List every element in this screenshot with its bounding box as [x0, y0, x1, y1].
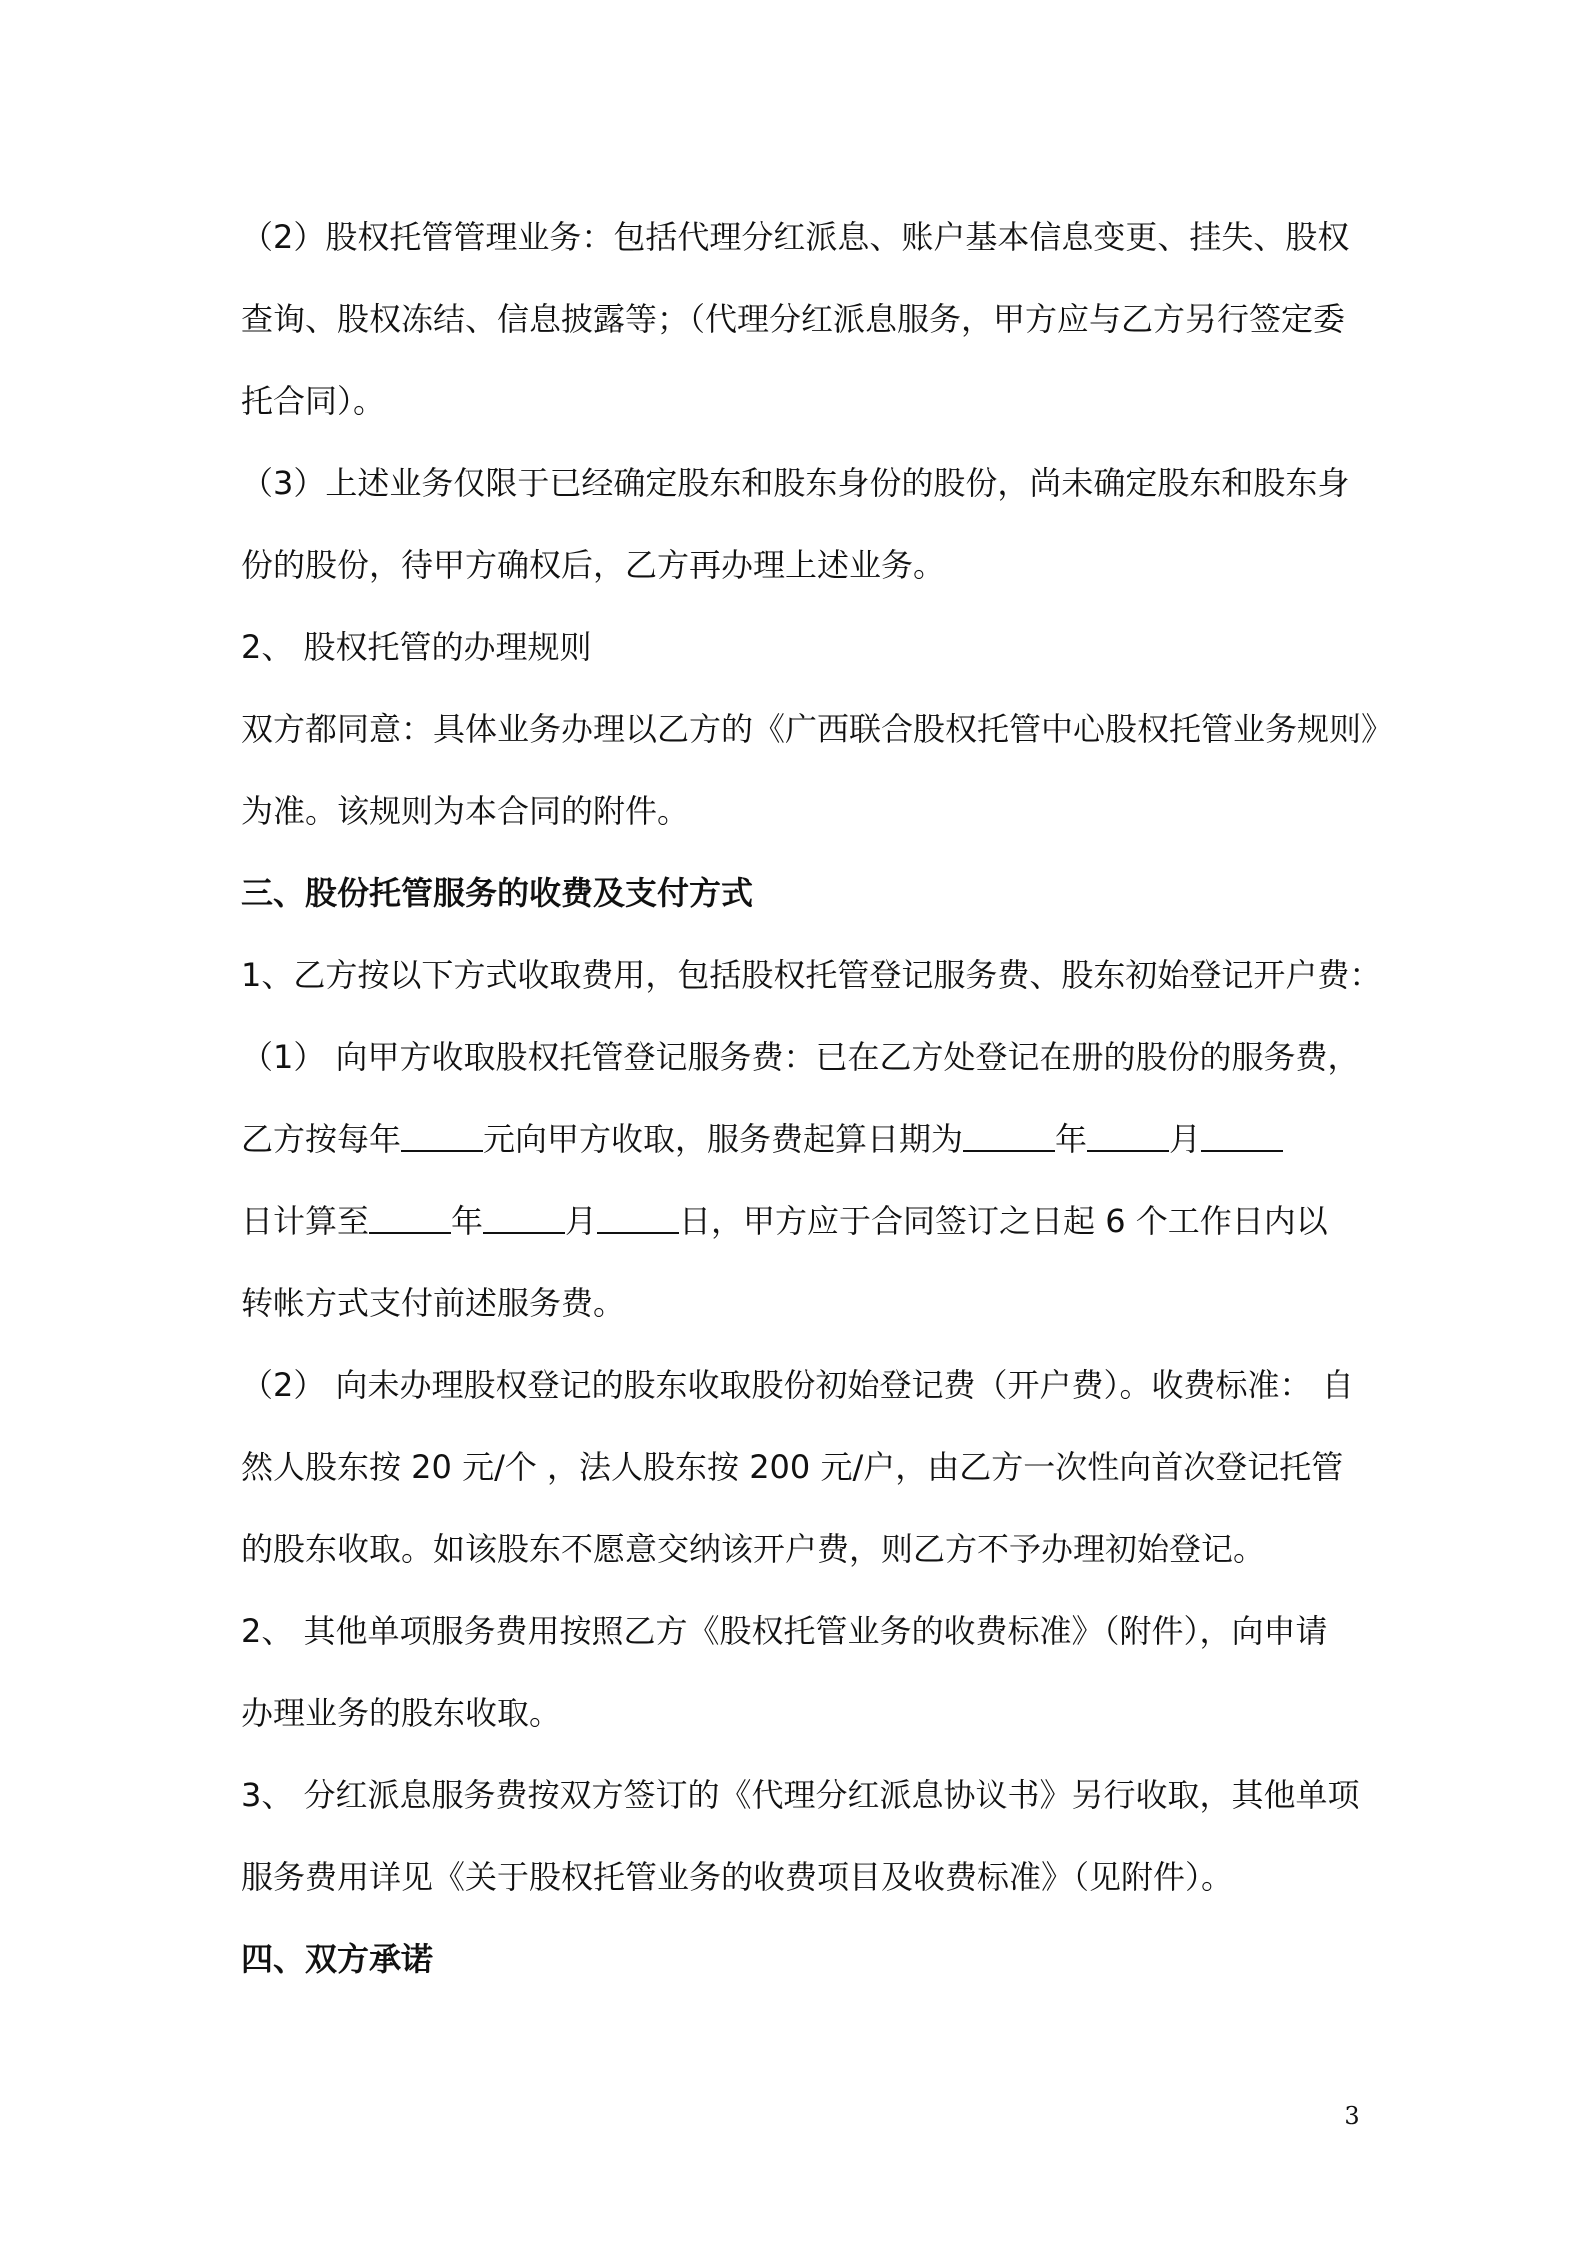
paragraph-line: 查询、股权冻结、信息披露等；（代理分红派息服务，甲方应与乙方另行签定委: [241, 300, 1346, 338]
blank-field: [963, 1116, 1055, 1152]
fee-line-with-blanks: [241, 1098, 1361, 1180]
section-heading: 三、股份托管服务的收费及支付方式: [241, 874, 754, 912]
paragraph-line: 3、 分红派息服务费按双方签订的《代理分红派息协议书》另行收取，其他单项: [241, 1776, 1360, 1814]
paragraph-line: 1、乙方按以下方式收取费用，包括股权托管登记服务费、股东初始登记开户费：: [241, 956, 1382, 994]
page-number: 3: [1344, 2102, 1360, 2130]
paragraph-line: 的股东收取。如该股东不愿意交纳该开户费，则乙方不予办理初始登记。: [241, 1530, 1266, 1568]
clause-heading: 2、 股权托管的办理规则: [241, 628, 592, 666]
paragraph-line: 转帐方式支付前述服务费。: [241, 1284, 626, 1322]
blank-field: [597, 1198, 679, 1234]
text-segment: 月: [565, 1202, 598, 1240]
paragraph-line: 双方都同意：具体业务办理以乙方的《广西联合股权托管中心股权托管业务规则》: [241, 710, 1394, 748]
text-segment: 元向甲方收取，服务费起算日期为: [483, 1120, 964, 1158]
paragraph-line: （1） 向甲方收取股权托管登记服务费：已在乙方处登记在册的股份的服务费，: [241, 1038, 1360, 1076]
text-segment: 日计算至: [241, 1202, 370, 1240]
paragraph-line: （3）上述业务仅限于已经确定股东和股东身份的股份，尚未确定股东和股东身: [241, 464, 1350, 502]
paragraph-line: 托合同）。: [241, 382, 386, 420]
paragraph-line: 办理业务的股东收取。: [241, 1694, 562, 1732]
paragraph-line: 然人股东按 20 元/个 ，法人股东按 200 元/户，由乙方一次性向首次登记托管: [241, 1448, 1344, 1486]
paragraph-line: 份的股份，待甲方确权后，乙方再办理上述业务。: [241, 546, 946, 584]
text-segment: 乙方按每年: [241, 1120, 402, 1158]
paragraph-line: 2、 其他单项服务费用按照乙方《股权托管业务的收费标准》（附件），向申请: [241, 1612, 1328, 1650]
text-segment: 年: [1055, 1120, 1088, 1158]
blank-field: [369, 1198, 451, 1234]
text-segment: 日，甲方应于合同签订之日起 6 个工作日内以: [679, 1202, 1328, 1240]
document-body: [241, 196, 1394, 2000]
paragraph-line: 为准。该规则为本合同的附件。: [241, 792, 690, 830]
paragraph-line: 服务费用详见《关于股权托管业务的收费项目及收费标准》（见附件）。: [241, 1858, 1234, 1896]
blank-field: [483, 1198, 565, 1234]
blank-field: [1087, 1116, 1169, 1152]
section-heading: 四、双方承诺: [241, 1940, 434, 1978]
text-segment: 年: [451, 1202, 484, 1240]
paragraph-line: （2）股权托管管理业务：包括代理分红派息、账户基本信息变更、挂失、股权: [241, 218, 1350, 256]
blank-field: [1201, 1116, 1283, 1152]
fee-line-with-blanks: [241, 1180, 1361, 1262]
text-segment: 月: [1169, 1120, 1202, 1158]
blank-field: [401, 1116, 483, 1152]
paragraph-line: （2） 向未办理股权登记的股东收取股份初始登记费（开户费）。收费标准： 自: [241, 1366, 1354, 1404]
